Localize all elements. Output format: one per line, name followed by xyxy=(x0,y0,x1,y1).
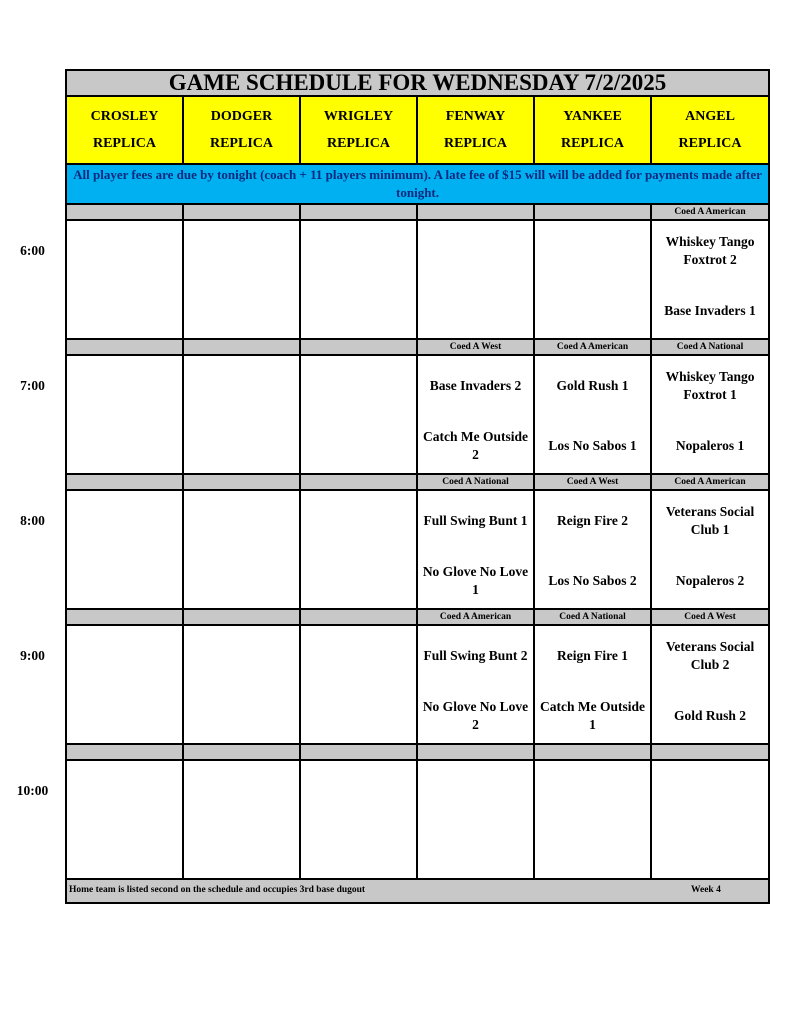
league-row xyxy=(66,474,769,490)
game-cell xyxy=(183,490,300,609)
schedule-table xyxy=(65,69,770,904)
away-team: Reign Fire 1 xyxy=(557,648,628,663)
league-label: Coed A American xyxy=(534,339,651,355)
league-label xyxy=(300,609,417,625)
game-cell xyxy=(651,625,769,744)
away-team xyxy=(186,229,297,273)
league-label xyxy=(183,744,300,760)
week-label: Week 4 xyxy=(691,885,721,895)
league-label xyxy=(66,339,183,355)
home-team: No Glove No Love 2 xyxy=(422,699,529,732)
home-team: Gold Rush 2 xyxy=(674,708,747,723)
schedule-title: GAME SCHEDULE FOR WEDNESDAY 7/2/2025 xyxy=(66,70,769,96)
away-team xyxy=(303,634,414,678)
away-team xyxy=(69,229,180,273)
league-label: Coed A West xyxy=(534,474,651,490)
schedule-footer xyxy=(66,879,769,903)
away-team: Veterans Social Club 1 xyxy=(665,504,755,537)
game-cell xyxy=(651,220,769,339)
game-cell xyxy=(534,355,651,474)
league-label xyxy=(300,744,417,760)
away-team xyxy=(69,499,180,543)
away-team: Gold Rush 1 xyxy=(556,378,629,393)
game-cell xyxy=(300,355,417,474)
league-row xyxy=(66,204,769,220)
game-cell xyxy=(300,760,417,879)
game-cell xyxy=(534,625,651,744)
game-cell xyxy=(534,760,651,879)
league-label xyxy=(66,204,183,220)
field-name: WRIGLEY xyxy=(323,109,394,124)
game-cell xyxy=(183,625,300,744)
game-cell xyxy=(183,220,300,339)
game-cell xyxy=(534,220,651,339)
league-label: Coed A American xyxy=(651,204,769,220)
away-team xyxy=(186,769,297,813)
game-row xyxy=(66,625,769,744)
home-team xyxy=(186,694,297,738)
home-team xyxy=(186,559,297,603)
away-team xyxy=(186,364,297,408)
home-team xyxy=(537,829,648,873)
home-team xyxy=(303,694,414,738)
home-team xyxy=(186,829,297,873)
home-team xyxy=(303,559,414,603)
game-cell xyxy=(417,625,534,744)
game-cell xyxy=(66,220,183,339)
home-team xyxy=(69,559,180,603)
game-cell xyxy=(534,490,651,609)
game-cell xyxy=(417,220,534,339)
field-header-wrigley xyxy=(300,96,417,164)
home-team xyxy=(303,829,414,873)
home-team: Nopaleros 1 xyxy=(675,438,745,453)
time-label: 8:00 xyxy=(20,513,45,528)
home-team: Catch Me Outside 2 xyxy=(423,429,528,462)
league-label xyxy=(534,204,651,220)
game-cell xyxy=(300,220,417,339)
field-header-dodger xyxy=(183,96,300,164)
field-subtitle: REPLICA xyxy=(209,136,273,151)
away-team xyxy=(69,769,180,813)
fee-notice: All player fees are due by tonight (coach + 11 players minimum). A late fee of $15 will will be added for payments made after tonight. xyxy=(66,164,769,204)
away-team xyxy=(303,769,414,813)
league-label xyxy=(300,474,417,490)
time-label: 9:00 xyxy=(20,648,45,663)
away-team xyxy=(420,769,531,813)
away-team: Whiskey Tango Foxtrot 1 xyxy=(665,369,755,402)
time-label: 10:00 xyxy=(16,783,49,798)
game-cell xyxy=(300,625,417,744)
league-label: Coed A National xyxy=(534,609,651,625)
home-team: Nopaleros 2 xyxy=(675,573,745,588)
game-cell xyxy=(66,625,183,744)
league-label: Coed A National xyxy=(417,474,534,490)
home-team xyxy=(69,424,180,468)
field-header-angel xyxy=(651,96,769,164)
away-team xyxy=(537,229,648,273)
game-cell xyxy=(417,490,534,609)
home-team: Los No Sabos 2 xyxy=(548,573,637,588)
field-name: CROSLEY xyxy=(90,109,159,124)
home-team xyxy=(69,694,180,738)
away-team xyxy=(186,499,297,543)
league-label xyxy=(66,744,183,760)
field-subtitle: REPLICA xyxy=(443,136,507,151)
league-row xyxy=(66,609,769,625)
away-team xyxy=(186,634,297,678)
game-row xyxy=(66,355,769,474)
league-label: Coed A American xyxy=(651,474,769,490)
away-team xyxy=(537,769,648,813)
game-cell xyxy=(66,760,183,879)
home-team: Catch Me Outside 1 xyxy=(540,699,645,732)
field-subtitle: REPLICA xyxy=(92,136,156,151)
home-team: Los No Sabos 1 xyxy=(548,438,637,453)
away-team: Veterans Social Club 2 xyxy=(665,639,755,672)
home-team xyxy=(186,289,297,333)
league-row xyxy=(66,744,769,760)
game-cell xyxy=(651,760,769,879)
home-team xyxy=(420,289,531,333)
league-label xyxy=(183,474,300,490)
game-cell xyxy=(66,490,183,609)
home-team: No Glove No Love 1 xyxy=(422,564,529,597)
away-team xyxy=(303,229,414,273)
league-label xyxy=(183,609,300,625)
away-team: Full Swing Bunt 2 xyxy=(423,648,528,663)
league-label xyxy=(417,744,534,760)
field-subtitle: REPLICA xyxy=(326,136,390,151)
field-subtitle: REPLICA xyxy=(560,136,624,151)
away-team xyxy=(420,229,531,273)
home-team-note: Home team is listed second on the schedule and occupies 3rd base dugout xyxy=(69,885,366,895)
home-team xyxy=(186,424,297,468)
home-team xyxy=(303,289,414,333)
league-label xyxy=(183,204,300,220)
away-team: Base Invaders 2 xyxy=(429,378,522,393)
game-cell xyxy=(417,355,534,474)
league-label: Coed A West xyxy=(651,609,769,625)
footer-row xyxy=(66,879,769,903)
league-label: Coed A American xyxy=(417,609,534,625)
game-cell xyxy=(300,490,417,609)
home-team xyxy=(420,829,531,873)
field-header-crosley xyxy=(66,96,183,164)
game-cell xyxy=(183,355,300,474)
away-team xyxy=(303,499,414,543)
away-team xyxy=(69,364,180,408)
field-name: ANGEL xyxy=(685,109,735,124)
field-header-fenway xyxy=(417,96,534,164)
time-label: 6:00 xyxy=(20,243,45,258)
field-header-yankee xyxy=(534,96,651,164)
league-label xyxy=(534,744,651,760)
away-team: Reign Fire 2 xyxy=(557,513,628,528)
league-label xyxy=(417,204,534,220)
league-label xyxy=(300,204,417,220)
field-name: YANKEE xyxy=(563,109,622,124)
league-label xyxy=(300,339,417,355)
league-label: Coed A National xyxy=(651,339,769,355)
home-team: Base Invaders 1 xyxy=(664,303,756,318)
away-team xyxy=(69,634,180,678)
time-label: 7:00 xyxy=(20,378,45,393)
game-cell xyxy=(651,355,769,474)
game-cell xyxy=(66,355,183,474)
league-label xyxy=(651,744,769,760)
game-cell xyxy=(651,490,769,609)
away-team xyxy=(654,769,766,813)
league-row xyxy=(66,339,769,355)
away-team: Full Swing Bunt 1 xyxy=(423,513,528,528)
away-team xyxy=(303,364,414,408)
game-row xyxy=(66,490,769,609)
field-subtitle: REPLICA xyxy=(678,136,742,151)
game-row xyxy=(66,760,769,879)
home-team xyxy=(69,289,180,333)
league-label xyxy=(66,609,183,625)
game-row xyxy=(66,220,769,339)
home-team xyxy=(654,829,766,873)
home-team xyxy=(537,289,648,333)
game-cell xyxy=(183,760,300,879)
league-label xyxy=(66,474,183,490)
field-name: FENWAY xyxy=(445,109,506,124)
game-cell xyxy=(417,760,534,879)
home-team xyxy=(69,829,180,873)
away-team: Whiskey Tango Foxtrot 2 xyxy=(665,234,755,267)
league-label xyxy=(183,339,300,355)
field-header-row xyxy=(66,96,769,164)
home-team xyxy=(303,424,414,468)
league-label: Coed A West xyxy=(417,339,534,355)
field-name: DODGER xyxy=(210,109,273,124)
